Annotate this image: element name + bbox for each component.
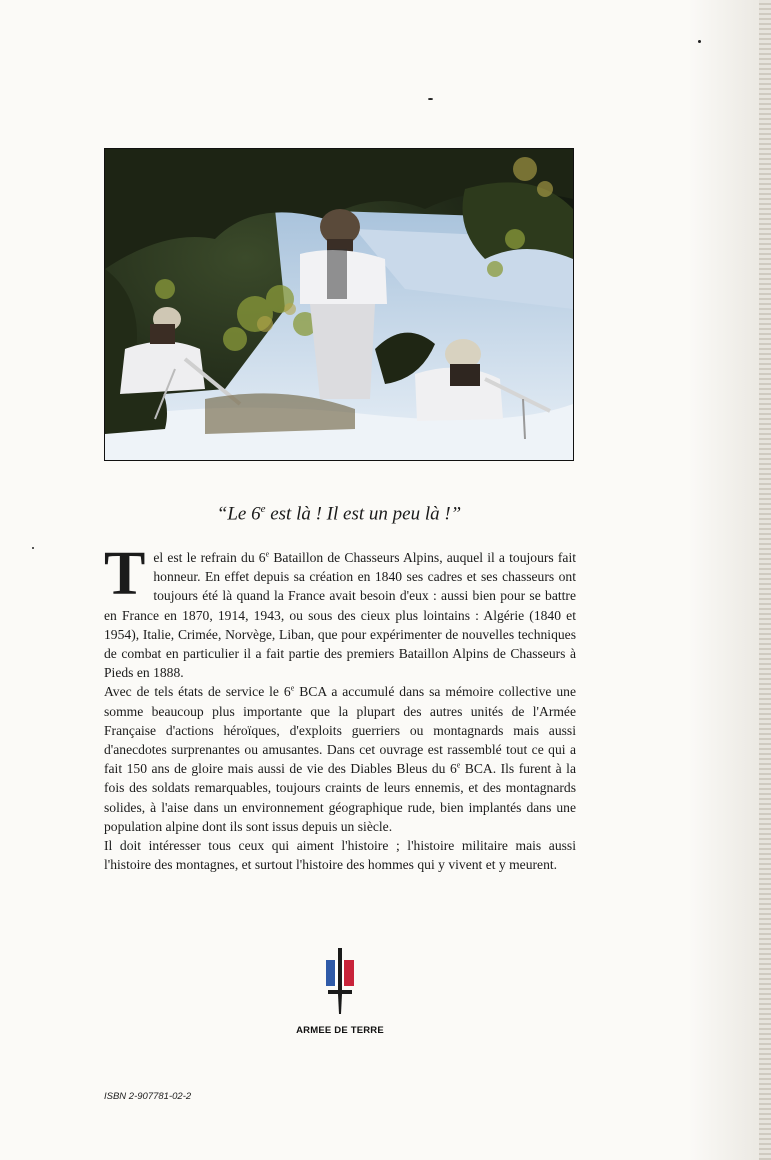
quote-text-end: est là ! Il est un peu là !” (265, 503, 462, 525)
paragraph-text: Avec de tels états de service le 6 (104, 684, 291, 700)
paragraph-text: BCA a accumulé dans sa mémoire collective une somme beaucoup plus importante que la plupart des autres unités de l'Armée Française d'actions héroïques, d'exploits guerriers ou montagnards mais aussi d'anecdotes surprenantes ou amusantes. Dans cet ouvrage est rassemblé tout ce qui a fait 150 ans de gloire mais aussi de vie des Diables Bleus du 6 (104, 684, 576, 777)
snow-soldiers-photo-icon (105, 149, 573, 460)
dust-speck (698, 40, 701, 43)
paragraph-text: Il doit intéresser tous ceux qui aiment l'histoire ; l'histoire militaire mais aussi l'histoire des montagnes, et surtout l'histoire des hommes qui y vivent et y meurent. (104, 838, 576, 873)
logo-caption: ARMEE DE TERRE (296, 1025, 384, 1036)
quote-superscript: e (260, 503, 266, 515)
sword-flag-icon (320, 946, 360, 1016)
paragraph-1 (104, 540, 576, 682)
quote-text-start: “Le 6 (216, 503, 261, 525)
superscript: e (265, 549, 270, 559)
paragraph-3 (104, 836, 576, 874)
paragraph-text: el est le refrain du 6 (153, 550, 266, 565)
dust-speck (32, 547, 34, 549)
dust-speck (428, 98, 433, 100)
paragraph-text: BCA. Ils furent à la fois des soldats remarquables, toujours craints de leurs ennemis, et des montagnards solides, à l'aise dans un environnement géographique rude, bien implantés dans une population alpine dont ils sont issus depuis un siècle. (104, 761, 576, 834)
paragraph-2 (104, 682, 576, 836)
superscript: e (290, 683, 295, 693)
paragraph-text: Bataillon de Chasseurs Alpins, auquel il a toujours fait honneur. En effet depuis sa création en 1840 ses cadres et ses chasseurs ont toujours été là quand la France avait besoin d'eux : aussi bien pour se battre en France en 1870, 1914, 1943, ou sous des cieux plus lointains : Algérie (1840 et 1954), Italie, Crimée, Norvège, Liban, que pour expérimenter de nouvelles techniques de combat en particulier il a fait partie des premiers Bataillon Alpins de Chasseurs à Pieds en 1888. (104, 550, 576, 681)
cover-photo (104, 148, 574, 461)
page-edge (759, 0, 771, 1160)
epigraph-quote (104, 503, 574, 525)
superscript: e (456, 760, 461, 770)
page-shadow (689, 0, 759, 1160)
armee-de-terre-logo (280, 946, 400, 1036)
back-cover-text (104, 540, 576, 874)
isbn-number: ISBN 2-907781-02-2 (104, 1091, 192, 1102)
drop-cap: T (104, 540, 146, 608)
